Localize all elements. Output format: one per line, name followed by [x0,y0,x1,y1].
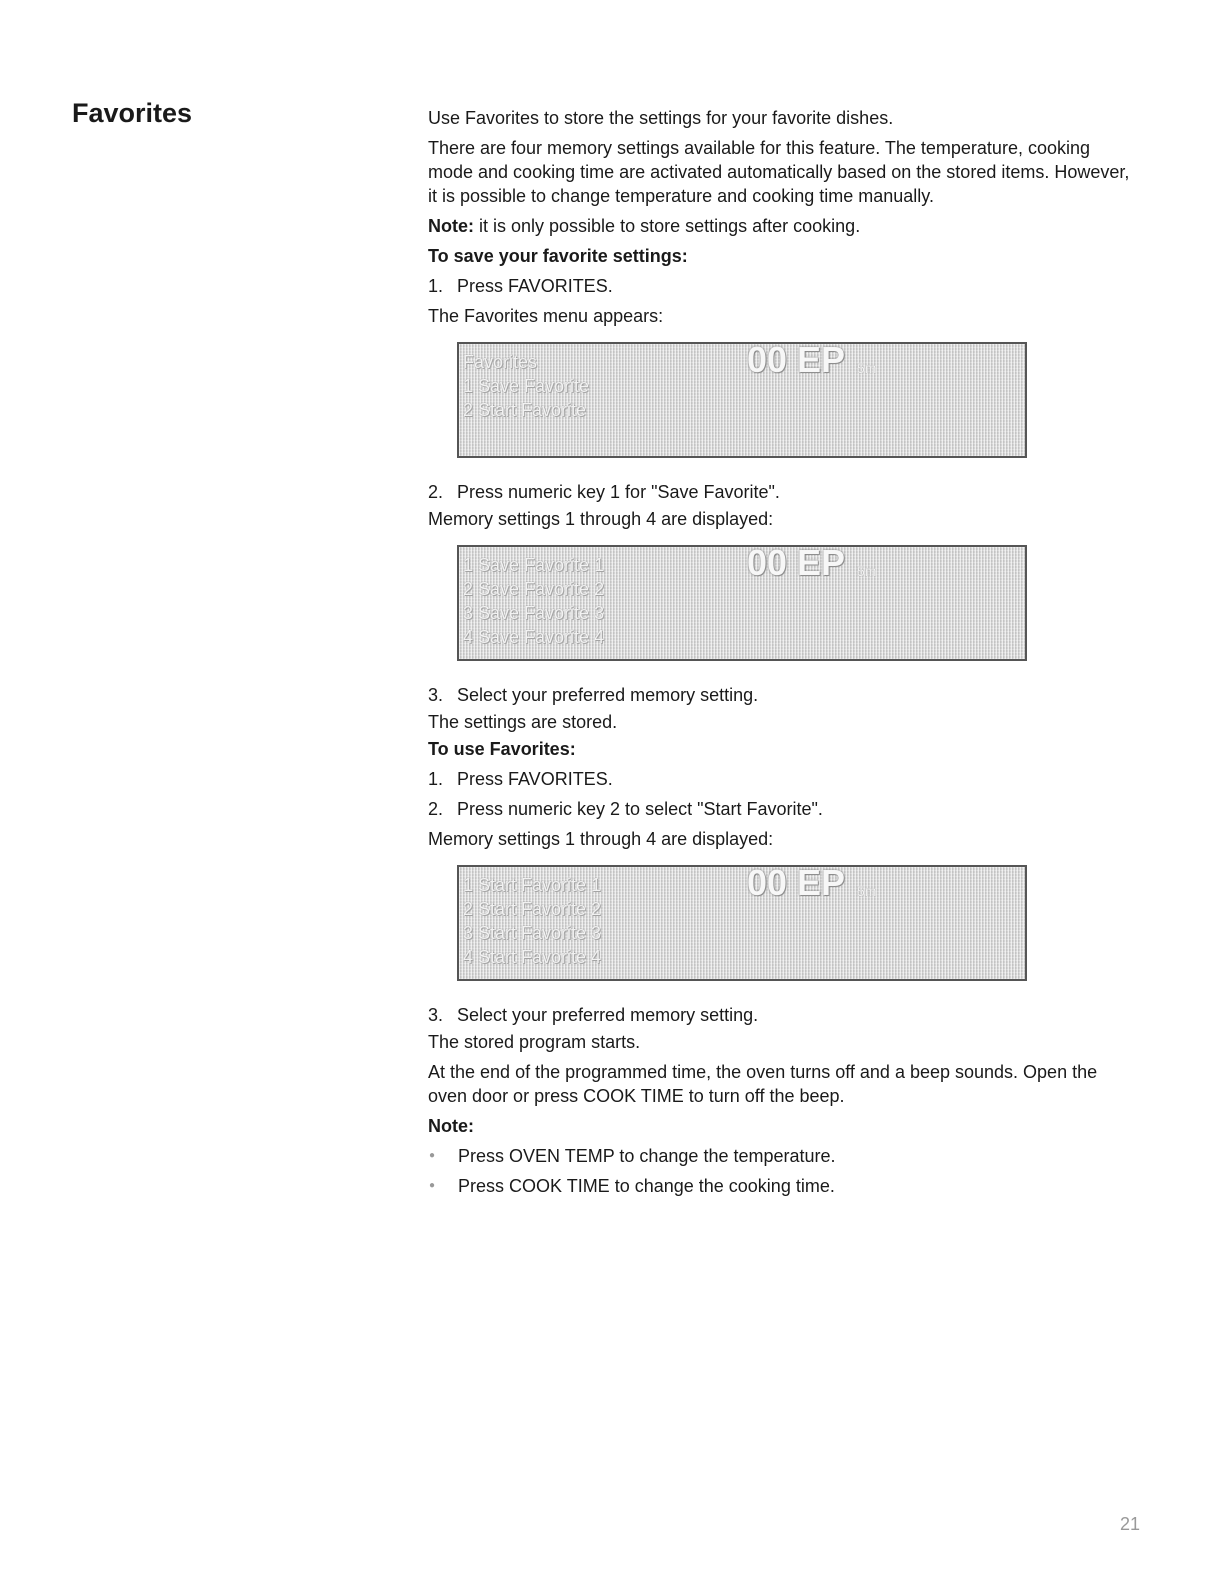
display-line: 2 Start Favorite [463,400,587,420]
oven-display-favorites-menu [457,342,1027,458]
use-heading: To use Favorites: [428,739,576,759]
step-number: 3. [428,685,444,705]
use-step-1 [428,767,1140,791]
display-line: 2 Start Favorite 2 [463,899,602,919]
intro-text: Use Favorites to store the settings for your favorite dishes. [428,108,894,128]
step-subtext: The settings are stored. [428,712,618,732]
step-text: Press FAVORITES. [457,276,613,296]
step-number: 1. [428,769,444,789]
note-heading: Note: [428,1116,474,1136]
step-text: Select your preferred memory setting. [457,1005,759,1025]
display-lines [463,350,589,422]
display-line: 4 Start Favorite 4 [463,947,602,967]
display-readout: 00 EP [747,865,846,903]
step-number: 2. [428,799,444,819]
save-heading: To save your favorite settings: [428,246,688,266]
save-step-3 [428,683,1140,707]
display-line: 2 Save Favorite 2 [463,579,605,599]
bullet-text: Press OVEN TEMP to change the temperature. [458,1146,836,1166]
display-lines [463,873,601,969]
use-step-3 [428,1003,1140,1027]
step-number: 1. [428,276,444,296]
bullet-item [428,1144,1140,1168]
bullet-icon: ● [429,1180,436,1191]
use-step-2 [428,797,1140,821]
step-number: 2. [428,482,444,502]
step-text: Press numeric key 2 to select "Start Favorite". [457,799,823,819]
oven-display-start-favorites [457,865,1027,981]
step-text: Press FAVORITES. [457,769,613,789]
step-subtext: The stored program starts. [428,1032,641,1052]
note-store [428,214,1140,238]
display-line: 1 Save Favorite [463,376,590,396]
bullet-text: Press COOK TIME to change the cooking time. [458,1176,835,1196]
oven-display-save-favorites [457,545,1027,661]
page-number: 21 [1120,1514,1141,1534]
display-small-readout: 5m [857,360,877,376]
section-title: Favorites [72,98,193,128]
display-small-readout: 5m [857,883,877,899]
bullet-item [428,1174,1140,1198]
display-small-readout: 5m [857,563,877,579]
note-label: Note: [428,216,474,236]
save-step-1 [428,274,1140,298]
display-line: Favorites [463,352,538,372]
bullet-icon: ● [429,1150,436,1161]
step-text: Press numeric key 1 for "Save Favorite". [457,482,780,502]
display-line: 1 Start Favorite 1 [463,875,602,895]
display-readout: 00 EP [747,342,846,380]
save-step-2 [428,480,1140,504]
step-number: 3. [428,1005,444,1025]
description-text: There are four memory settings available for this feature. The temperature, cooking mode and cooking time are activated automatically based on the stored items. However, it is possible to change temperature and cooking time manually. [428,138,1130,206]
display-line: 3 Save Favorite 3 [463,603,605,623]
display-readout: 00 EP [747,545,846,583]
end-of-program-text: At the end of the programmed time, the oven turns off and a beep sounds. Open the oven door or press COOK TIME to turn off the beep. [428,1062,1098,1106]
step-text: Select your preferred memory setting. [457,685,759,705]
display-line: 4 Save Favorite 4 [463,627,605,647]
note-text: it is only possible to store settings after cooking. [474,216,861,236]
step-subtext: The Favorites menu appears: [428,306,664,326]
display-line: 3 Start Favorite 3 [463,923,602,943]
display-lines [463,553,604,649]
display-line: 1 Save Favorite 1 [463,555,605,575]
step-subtext: Memory settings 1 through 4 are displayed: [428,829,774,849]
content-column [428,106,1140,1204]
step-subtext: Memory settings 1 through 4 are displayed: [428,509,774,529]
